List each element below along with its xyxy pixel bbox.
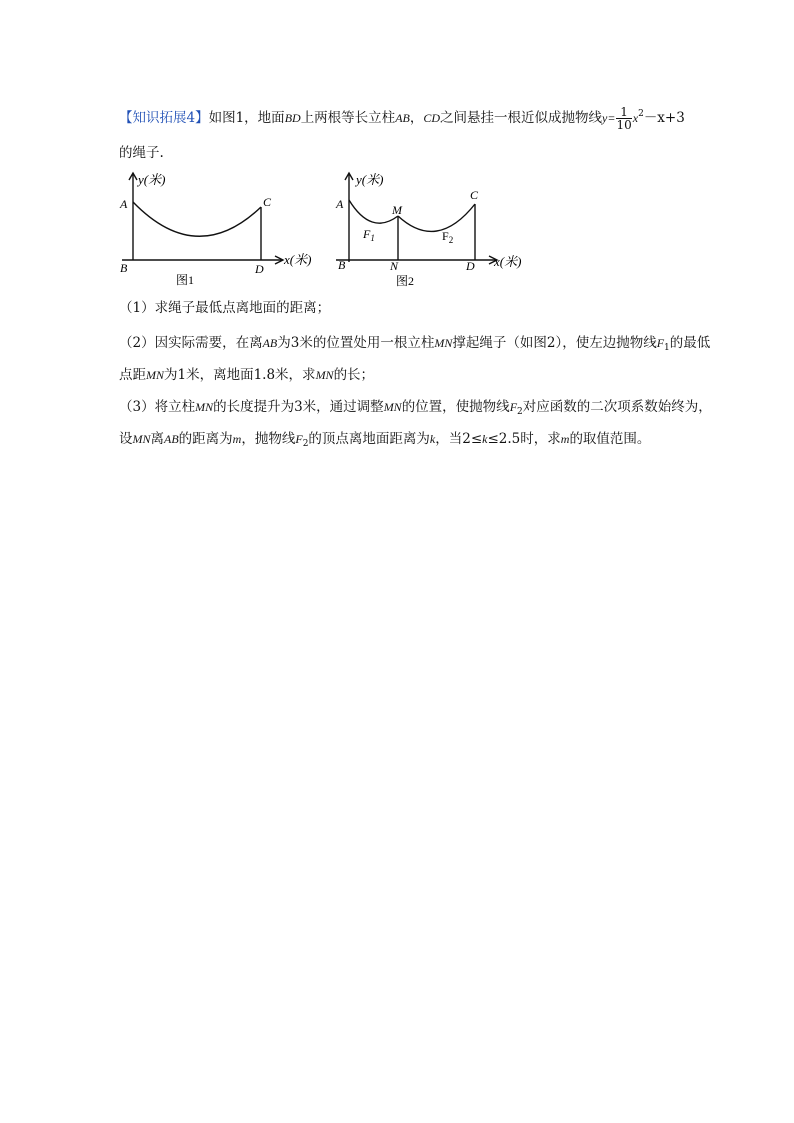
label-a: A xyxy=(336,197,344,211)
label-c: C xyxy=(263,195,272,209)
question-3: （3）将立柱MN的长度提升为3米，通过调整MN的位置，使抛物线$F_2$对应函数的二次项系数始终为，设MN离AB的距离为m，抛物线$F_2$的顶点离地面距离为k，当2≤k≤2.5时，求m的取值范围。 xyxy=(119,399,712,449)
label-f2: $F_2$ xyxy=(442,229,454,245)
label-f1: $F_1$ xyxy=(363,227,375,243)
label-m: M xyxy=(392,203,402,217)
figure-1-caption: 图1 xyxy=(176,273,195,287)
label-b: B xyxy=(338,258,346,272)
figure-2-caption: 图2 xyxy=(396,274,415,288)
question-1: （1）求绳子最低点离地面的距离； xyxy=(119,300,331,316)
rope-parabola-f1 xyxy=(349,200,398,223)
label-c: C xyxy=(470,188,479,202)
intro-paragraph: 【知识拓展4】如图1，地面BD上两根等长立柱AB，CD之间悬挂一根近似成抛物线y= $\frac{1}{10}$ $x^2-x+3$ 的绳子. xyxy=(119,105,685,161)
y-axis-label: y(米) xyxy=(138,172,166,187)
question-2: （2）因实际需要，在离AB为3米的位置处用一根立柱MN撑起绳子（如图2），使左边抛物线$F_1$的最低点距MN为1米，离地面1.8米，求MN的长； xyxy=(119,335,711,383)
knowledge-tag-label: 知识拓展4 xyxy=(132,110,196,126)
label-d: D xyxy=(466,259,475,273)
figure-2 xyxy=(330,168,560,290)
label-a: A xyxy=(120,197,128,211)
figure-1 xyxy=(112,168,332,290)
knowledge-tag: 【知识拓展4】 xyxy=(119,110,209,126)
label-d: D xyxy=(255,262,264,276)
y-axis-label: y(米) xyxy=(356,172,384,187)
x-axis-label: x(米) xyxy=(494,254,522,269)
parabola-equation: y= $\frac{1}{10}$ $x^2-x+3$ xyxy=(602,105,685,132)
label-b: B xyxy=(120,261,128,275)
x-axis-label: x(米) xyxy=(284,252,312,267)
fraction: $\frac{1}{10}$ xyxy=(616,105,632,132)
label-n: N xyxy=(390,259,399,273)
rope-parabola xyxy=(133,202,261,236)
rope-parabola-f2 xyxy=(398,204,475,231)
